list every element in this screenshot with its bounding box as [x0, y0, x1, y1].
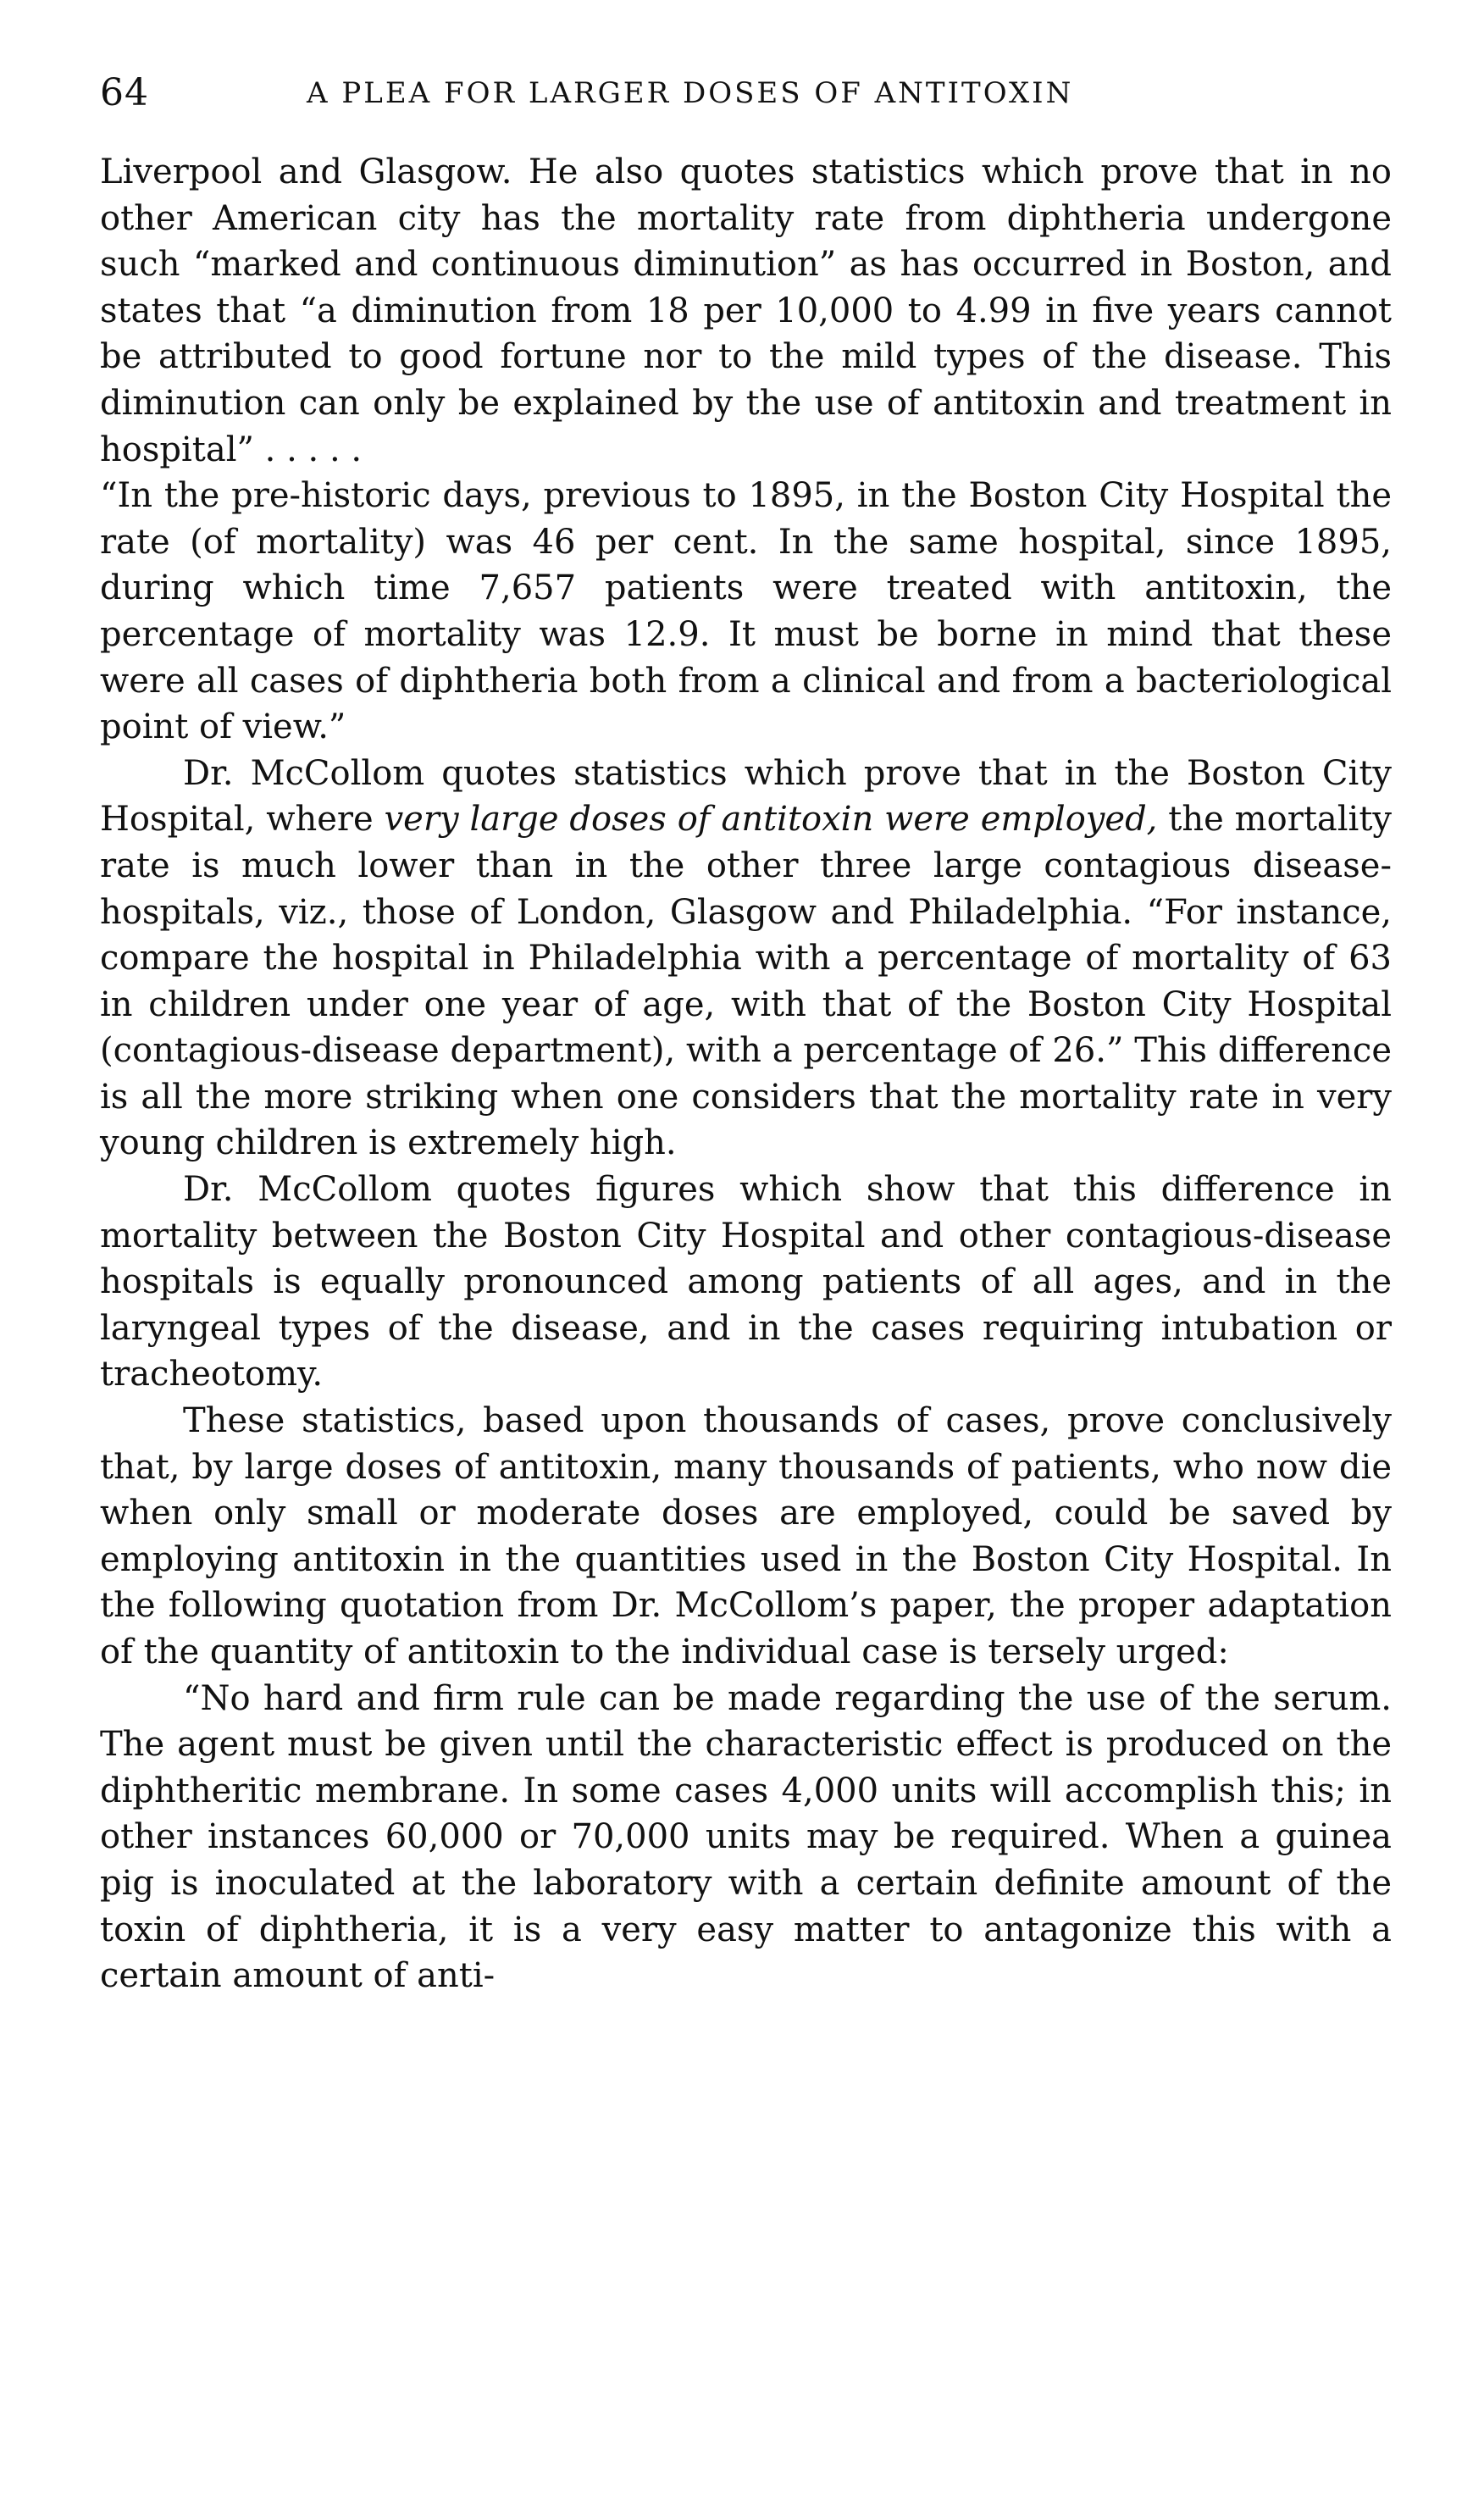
- running-title: A PLEA FOR LARGER DOSES OF ANTITOXIN: [307, 76, 1074, 110]
- page-number: 64: [100, 71, 149, 114]
- paragraph-text: Dr. McCollom quotes statistics which prove that in the Boston City Hospital, where: [100, 753, 1392, 840]
- paragraph-mccollom-statistics: [100, 751, 1392, 1167]
- italic-emphasis: very large doses of antitoxin were employed,: [384, 800, 1158, 840]
- paragraph-mccollom-figures: Dr. McCollom quotes figures which show that this difference in mortality between the Boston City Hospital and other contagious-disease hospitals is equally pronounced among patients of all ages, and in the laryngeal types of the disease, and in the cases requiring intubation or tracheotomy.: [100, 1170, 1392, 1394]
- paragraph-text: the mortality rate is much lower than in the other three large contagious disease-hospitals, viz., those of London, Glasgow and Philadelphia. “For instance, compare the hospital in Philadelphia with a percentage of mortality of 63 in children under one year of age, with that of the Boston City Hospital (contagious-disease department), with a percentage of 26.” This difference is all the more striking when one considers that the mortality rate in very young children is extremely high.: [100, 800, 1392, 1163]
- running-header: [100, 68, 1392, 127]
- paragraph-quotation: “In the pre-historic days, previous to 1895, in the Boston City Hospital the rate (of mortality) was 46 per cent. In the same hospital, since 1895, during which time 7,657 patients were treated with antitoxin, the percentage of mortality was 12.9. It must be borne in mind that these were all cases of diphtheria both from a clinical and from a bacteriological point of view.”: [100, 476, 1392, 747]
- document-page: [100, 68, 1392, 1999]
- paragraph-quote-serum: “No hard and firm rule can be made regarding the use of the serum. The agent must be given until the characteristic effect is produced on the diphtheritic membrane. In some cases 4,000 units will accomplish this; in other instances 60,000 or 70,000 units may be required. When a guinea pig is inoculated at the laboratory with a certain definite amount of the toxin of diphtheria, it is a very easy matter to antagonize this with a certain amount of anti-: [100, 1678, 1392, 1996]
- paragraph-conclusion: These statistics, based upon thousands of cases, prove conclusively that, by large doses of antitoxin, many thousands of patients, who now die when only small or moderate doses are employed, could be saved by employing antitoxin in the quantities used in the Boston City Hospital. In the following quotation from Dr. McCollom’s paper, the proper adaptation of the quantity of antitoxin to the individual case is tersely urged:: [100, 1401, 1392, 1672]
- paragraph-continued: Liverpool and Glasgow. He also quotes statistics which prove that in no other American city has the mortality rate from diphtheria undergone such “marked and continuous diminution” as has occurred in Boston, and states that “a diminution from 18 per 10,000 to 4.99 in five years cannot be attributed to good fortune nor to the mild types of the disease. This diminution can only be explained by the use of antitoxin and treatment in hospital” . . . . .: [100, 152, 1392, 469]
- body-text: [100, 149, 1392, 1999]
